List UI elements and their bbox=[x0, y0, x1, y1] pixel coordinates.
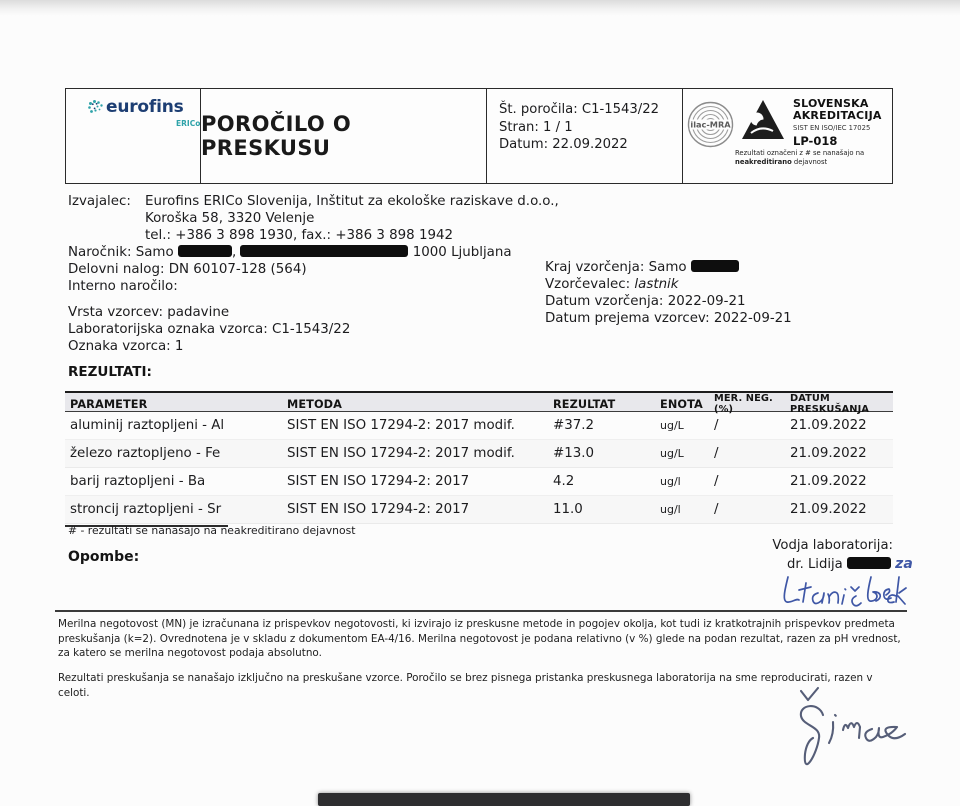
handwritten-za: za bbox=[895, 556, 913, 572]
sample-type-line: Vrsta vzorcev: padavine bbox=[68, 305, 230, 320]
table-row bbox=[65, 440, 893, 468]
column-header-method: METODA bbox=[287, 397, 342, 411]
column-header-parameter: PARAMETER bbox=[70, 397, 148, 411]
lab-code-line: Laboratorijska oznaka vzorca: C1-1543/22 bbox=[68, 322, 351, 337]
redaction-mark bbox=[691, 260, 739, 272]
uncertainty-cell: / bbox=[714, 502, 719, 517]
column-header-uncertainty: MER. NEG. (%) bbox=[714, 393, 773, 415]
report-header bbox=[65, 88, 893, 184]
method-cell: SIST EN ISO 17294-2: 2017 modif. bbox=[287, 446, 515, 461]
bottom-handwritten-signature bbox=[775, 684, 913, 784]
erico-sub-brand: ERICo bbox=[176, 119, 201, 128]
sampler-value: lastnik bbox=[634, 277, 679, 292]
signatory-title: Vodja laboratorija: bbox=[772, 538, 893, 553]
hash-footnote: # - rezultati se nanašajo na neakreditirano dejavnost bbox=[68, 524, 356, 537]
redaction-mark bbox=[847, 557, 891, 569]
accreditation-note-text: Rezultati označeni z # se nanašajo na bbox=[735, 149, 865, 157]
test-date-cell: 21.09.2022 bbox=[790, 446, 867, 461]
sampling-place-prefix: Kraj vzorčenja: Samo bbox=[545, 260, 687, 275]
sample-code-line: Oznaka vzorca: 1 bbox=[68, 339, 184, 354]
divider-rule bbox=[55, 610, 907, 612]
client-line bbox=[68, 245, 512, 260]
method-cell: SIST EN ISO 17294-2: 2017 modif. bbox=[287, 418, 515, 433]
svg-text:ilac-MRA: ilac-MRA bbox=[690, 119, 731, 130]
provider-contact-line: tel.: +386 3 898 1930, fax.: +386 3 898 1942 bbox=[145, 228, 454, 243]
eurofins-brand-text: eurofins bbox=[106, 97, 184, 117]
scan-top-shadow bbox=[0, 0, 960, 16]
redaction-mark bbox=[178, 245, 232, 257]
provider-label: Izvajalec: bbox=[68, 194, 131, 209]
sampler-label: Vzorčevalec: bbox=[545, 277, 631, 292]
column-header-result: REZULTAT bbox=[553, 397, 616, 411]
reproduction-disclaimer: Rezultati preskušanja se nanašajo izključno na preskušane vzorce. Poročilo se brez pisnega pristanka preskusnega laboratorija na sme reproducirati, razen v celoti. bbox=[58, 672, 873, 699]
parameter-cell: aluminij raztopljeni - Al bbox=[70, 418, 225, 433]
signatory-name: dr. Lidija bbox=[787, 557, 843, 572]
test-date-cell: 21.09.2022 bbox=[790, 474, 867, 489]
result-cell: #37.2 bbox=[553, 418, 595, 433]
method-cell: SIST EN ISO 17294-2: 2017 bbox=[287, 502, 470, 517]
test-date-cell: 21.09.2022 bbox=[790, 418, 867, 433]
accreditation-cell bbox=[683, 89, 892, 183]
results-table bbox=[65, 391, 893, 527]
client-city: 1000 Ljubljana bbox=[412, 245, 512, 260]
receipt-date-line: Datum prejema vzorcev: 2022-09-21 bbox=[545, 311, 792, 326]
report-date: Datum: 22.09.2022 bbox=[499, 137, 628, 152]
accreditation-name-line: SLOVENSKA bbox=[793, 97, 869, 110]
accreditation-text bbox=[793, 98, 882, 148]
accreditation-note-bold: neakreditirano bbox=[735, 157, 792, 166]
accreditation-code: LP-018 bbox=[793, 133, 838, 148]
report-meta-cell bbox=[487, 89, 683, 183]
eurofins-dots-icon bbox=[86, 98, 106, 118]
page-number: Stran: 1 / 1 bbox=[499, 119, 573, 135]
results-heading: REZULTATI: bbox=[68, 364, 152, 380]
column-header-unit: ENOTA bbox=[660, 397, 703, 411]
client-separator: , bbox=[231, 245, 237, 260]
parameter-cell: barij raztopljeni - Ba bbox=[70, 474, 206, 489]
uncertainty-disclaimer: Merilna negotovost (MN) je izračunana iz prispevkov negotovosti, ki izvirajo iz preskusne metode in pogojev okolja, kot tudi iz kratkotrajnih prispevkov predmeta preskušanja (k=2). Ovrednotena je v skladu z dokumentom EA-4/16. Merilna negotovost je podana relativno (v %) glede na podan rezultat, razen za pH vrednost, za katero se merilna negotovost podaja absolutno. bbox=[58, 618, 901, 660]
column-header-test-date: DATUM PRESKUŠANJA bbox=[790, 393, 870, 415]
result-cell: #13.0 bbox=[553, 446, 595, 461]
uncertainty-cell: / bbox=[714, 418, 719, 433]
test-date-cell: 21.09.2022 bbox=[790, 502, 867, 517]
result-cell: 11.0 bbox=[553, 502, 583, 517]
uncertainty-cell: / bbox=[714, 446, 719, 461]
parameter-cell: železo raztopljeno - Fe bbox=[70, 446, 221, 461]
parameter-cell: stroncij raztopljeni - Sr bbox=[70, 502, 222, 517]
ilac-mra-logo-icon bbox=[687, 101, 734, 148]
unit-cell: ug/l bbox=[660, 475, 681, 488]
sampler-line bbox=[545, 277, 679, 292]
table-row bbox=[65, 468, 893, 496]
method-cell: SIST EN ISO 17294-2: 2017 bbox=[287, 474, 470, 489]
unit-cell: ug/L bbox=[660, 447, 684, 460]
title-cell bbox=[201, 89, 487, 183]
slovenian-accreditation-triangle-icon bbox=[741, 98, 785, 142]
scan-bottom-edge bbox=[318, 793, 690, 806]
provider-name-line: Eurofins ERICo Slovenija, Inštitut za ekološke raziskave d.o.o., bbox=[145, 194, 559, 209]
notes-label: Opombe: bbox=[68, 549, 140, 565]
accreditation-name-line: AKREDITACIJA bbox=[793, 108, 882, 122]
accreditation-standard: SIST EN ISO/IEC 17025 bbox=[793, 123, 871, 132]
redaction-mark bbox=[240, 245, 408, 257]
sampling-date-line: Datum vzorčenja: 2022-09-21 bbox=[545, 294, 746, 309]
logo-cell bbox=[66, 89, 201, 183]
provider-address-line: Koroška 58, 3320 Velenje bbox=[145, 211, 315, 226]
unit-cell: ug/l bbox=[660, 503, 681, 516]
unit-cell: ug/L bbox=[660, 419, 684, 432]
accreditation-note-text: dejavnost bbox=[791, 157, 828, 166]
report-number: Št. poročila: C1-1543/22 bbox=[499, 102, 660, 117]
table-header-row bbox=[65, 391, 893, 415]
table-row bbox=[65, 496, 893, 524]
accreditation-note bbox=[735, 149, 887, 166]
internal-order-line: Interno naročilo: bbox=[68, 279, 178, 294]
work-order-line: Delovni nalog: DN 60107-128 (564) bbox=[68, 262, 307, 277]
document-title: POROČILO O PRESKUSU bbox=[201, 112, 352, 160]
uncertainty-cell: / bbox=[714, 474, 719, 489]
table-row bbox=[65, 412, 893, 440]
sampling-place-line bbox=[545, 260, 739, 275]
result-cell: 4.2 bbox=[553, 474, 575, 489]
client-prefix: Naročnik: Samo bbox=[68, 245, 174, 260]
